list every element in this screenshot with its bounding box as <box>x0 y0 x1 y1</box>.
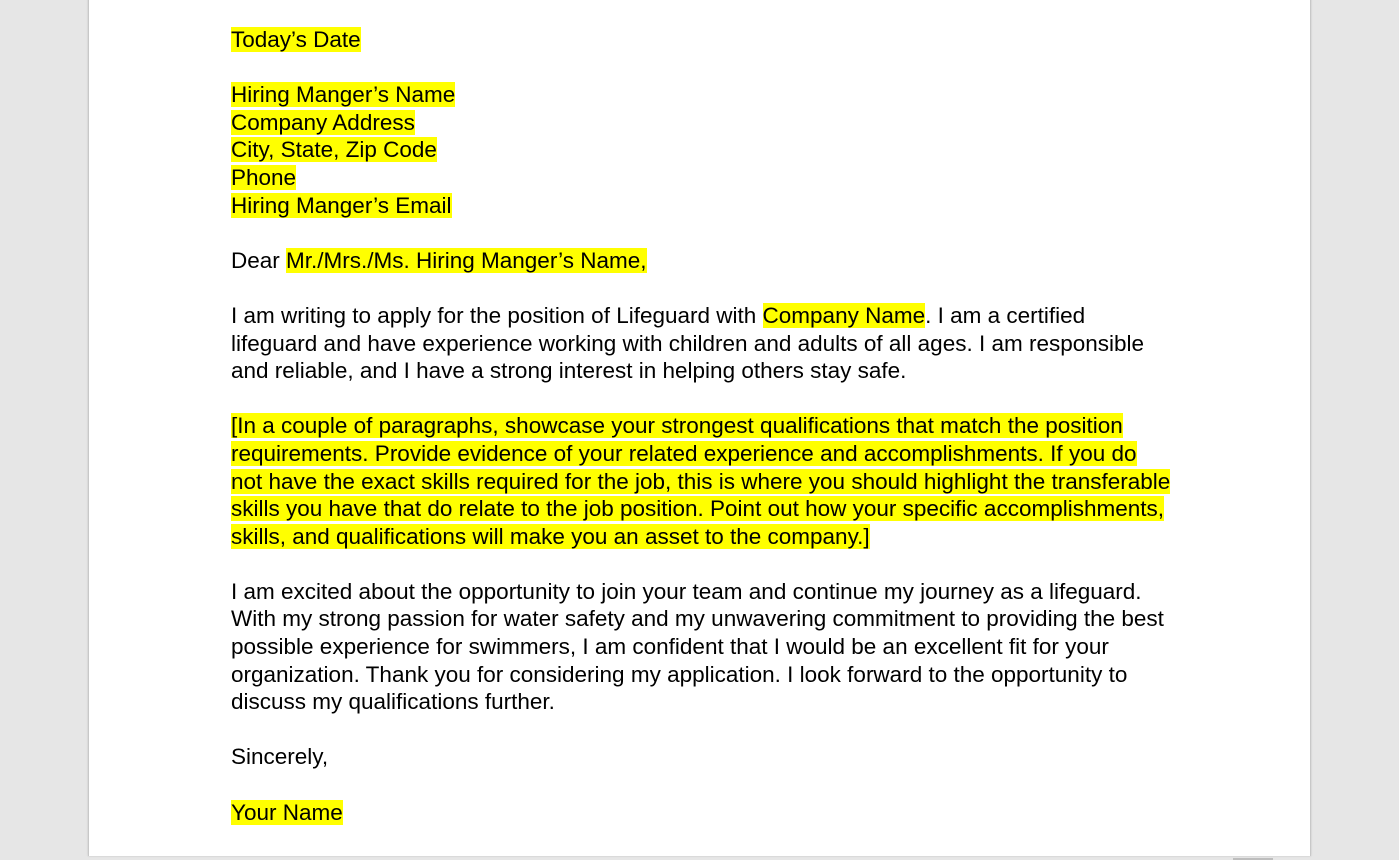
salutation-prefix: Dear <box>231 247 287 273</box>
letter-body <box>231 26 1171 854</box>
date-field: Today’s Date <box>231 27 361 52</box>
salutation-name-field: Mr./Mrs./Ms. Hiring Manger’s Name, <box>286 247 647 273</box>
recipient-block <box>231 81 1171 219</box>
intro-text-1: I am writing to apply for the position of Lifeguard with <box>231 302 763 328</box>
signoff-text: Sincerely, <box>231 744 329 770</box>
intro-text-2: . I am a certified lifeguard and have experience working with children and adults of all ages. I am responsible and reliable, and I have a strong interest in helping others stay safe. <box>231 302 1145 384</box>
company-name-field: Company Name <box>762 302 926 328</box>
qualifications-placeholder-paragraph <box>231 412 1171 550</box>
signoff <box>231 743 1171 771</box>
email-field: Hiring Manger’s Email <box>231 192 452 218</box>
phone-field: Phone <box>231 164 297 190</box>
intro-paragraph <box>231 302 1171 385</box>
qualifications-placeholder-text: [In a couple of paragraphs, showcase your strongest qualifications that match the position requirements. Provide evidence of your related experience and accomplishments. If you do not have the exact skills required for the job, this is where you should highlight the transferable skills you have that do relate to the job position. Point out how your specific accomplishments, skills, and qualifications will make you an asset to the company.] <box>231 413 1171 549</box>
document-page[interactable] <box>88 0 1311 856</box>
closing-paragraph <box>231 578 1171 716</box>
signature-name-field: Your Name <box>231 799 343 825</box>
closing-text: I am excited about the opportunity to join your team and continue my journey as a lifeguard. With my strong passion for water safety and my unwavering commitment to providing the best possible experience for swimmers, I am confident that I would be an excellent fit for your organization. Thank you for considering my application. I look forward to the opportunity to discuss my qualifications further. <box>231 578 1164 715</box>
company-address-field: Company Address <box>231 109 415 135</box>
signature <box>231 799 1171 827</box>
recipient-name-field: Hiring Manger’s Name <box>231 82 456 108</box>
city-state-zip-field: City, State, Zip Code <box>231 137 437 163</box>
date-paragraph <box>231 26 1171 54</box>
salutation <box>231 247 1171 275</box>
